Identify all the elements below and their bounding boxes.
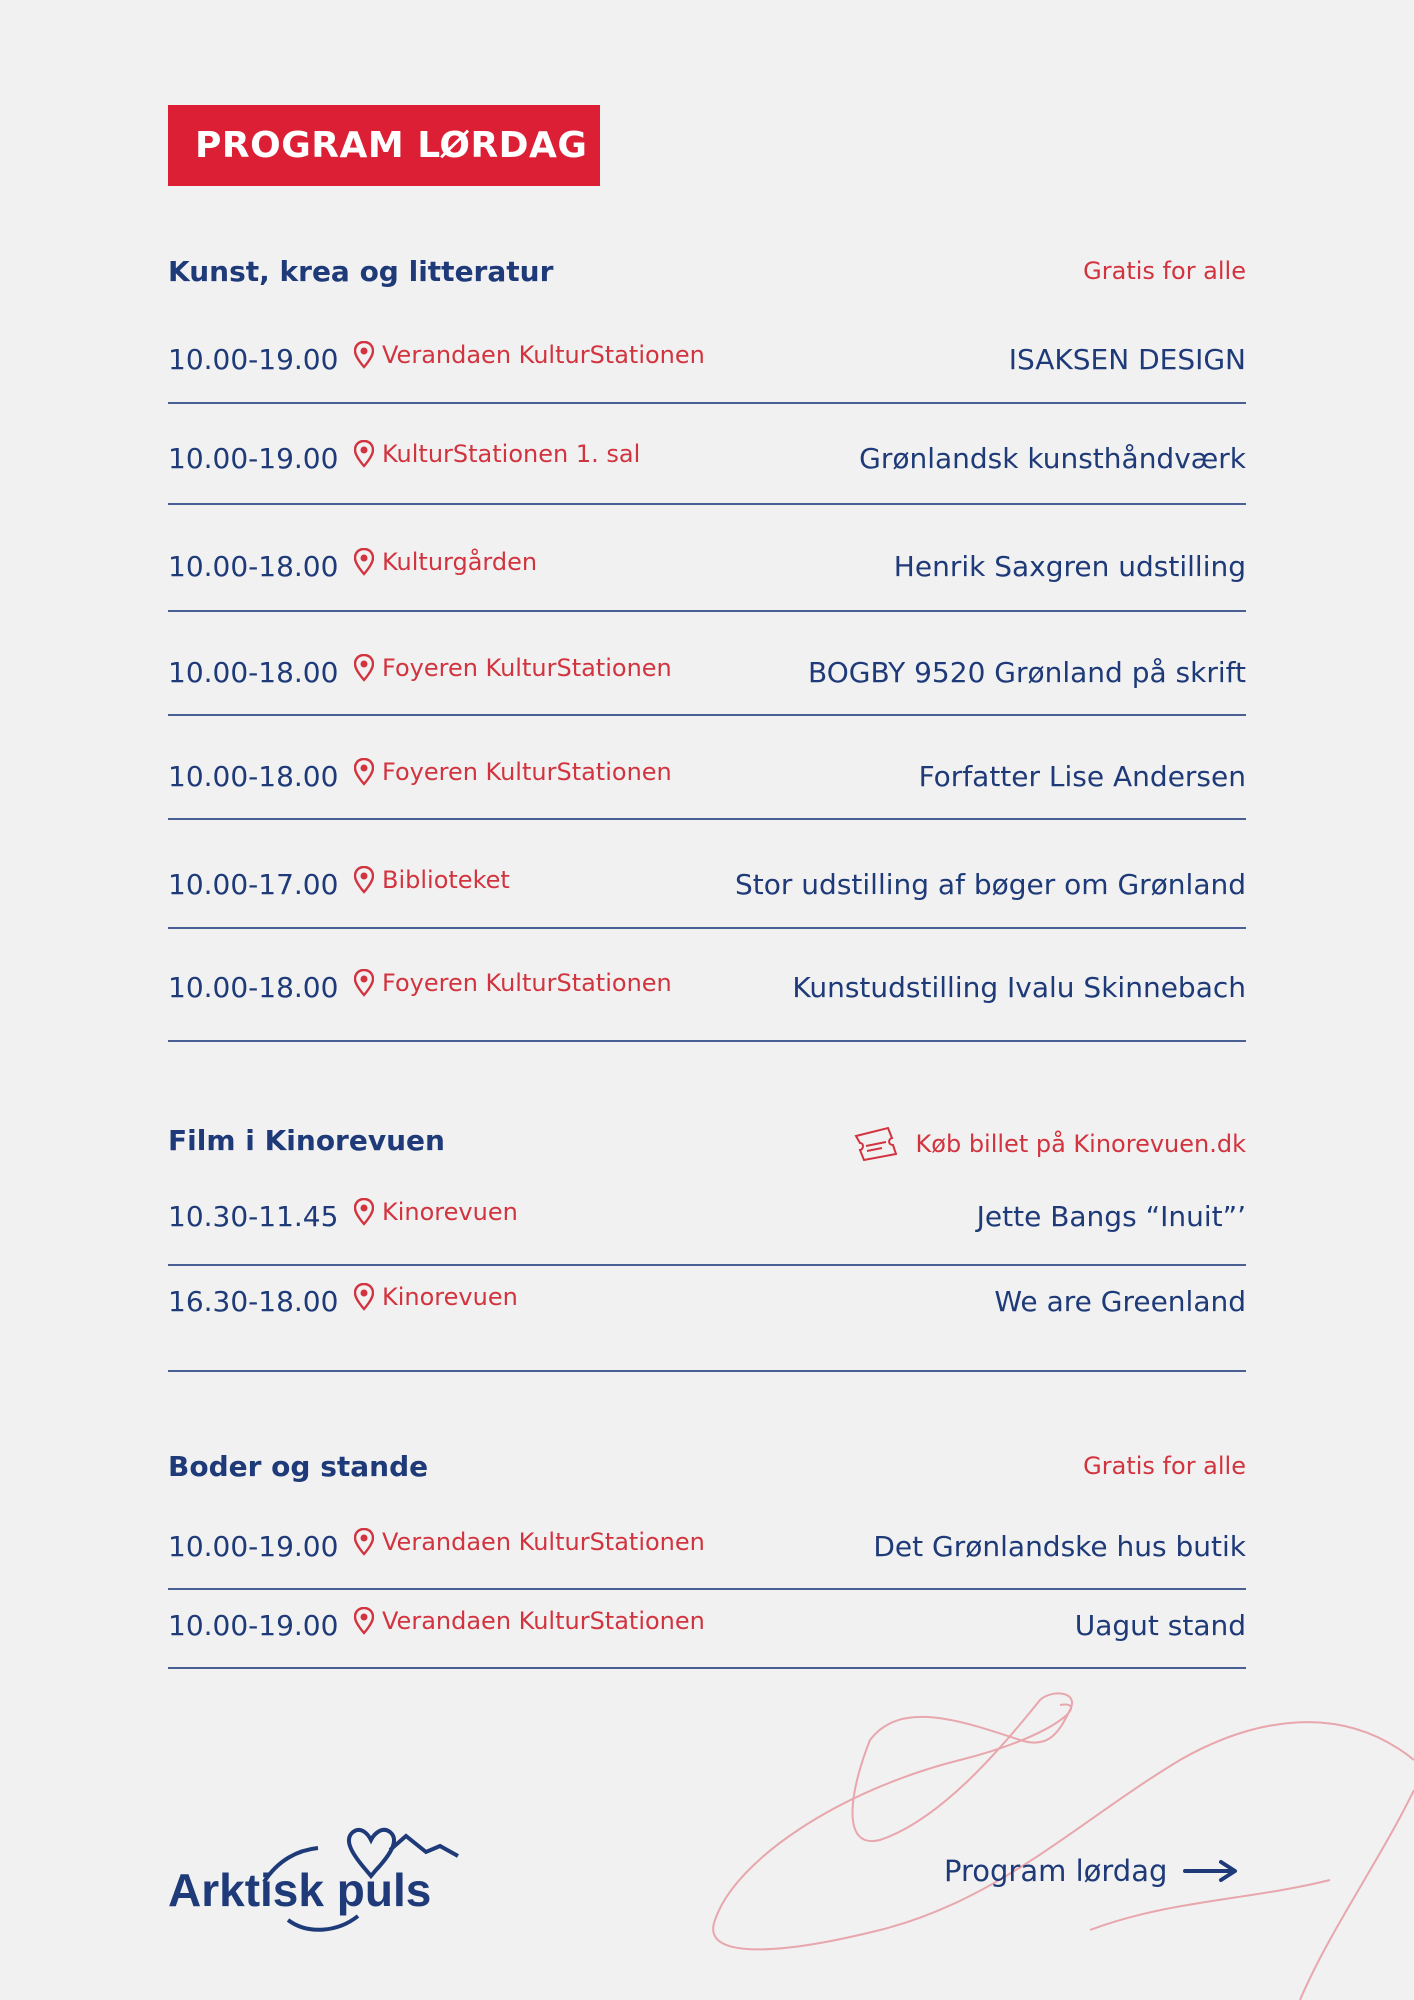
event-location-label: Kinorevuen xyxy=(382,1198,518,1226)
event-location-label: Biblioteket xyxy=(382,866,510,894)
section-note: Gratis for alle xyxy=(1083,1452,1246,1480)
event-title: Kunstudstilling Ivalu Skinnebach xyxy=(792,971,1246,1004)
program-row xyxy=(168,323,1246,404)
map-pin-icon xyxy=(354,1528,374,1556)
program-row xyxy=(168,738,1246,820)
event-title: Stor udstilling af bøger om Grønland xyxy=(735,868,1246,901)
event-location-label: Foyeren KulturStationen xyxy=(382,654,672,682)
event-title: Jette Bangs “Inuit”’ xyxy=(976,1200,1246,1233)
map-pin-icon xyxy=(354,548,374,576)
arktisk-puls-logo xyxy=(168,1820,468,1940)
event-location-label: Verandaen KulturStationen xyxy=(382,1607,705,1635)
event-location xyxy=(354,1607,705,1635)
next-page-link[interactable] xyxy=(944,1854,1239,1888)
event-title: We are Greenland xyxy=(994,1285,1246,1318)
map-pin-icon xyxy=(354,440,374,468)
event-title: Henrik Saxgren udstilling xyxy=(893,550,1246,583)
section-title: Boder og stande xyxy=(168,1450,429,1483)
event-time: 10.30-11.45 xyxy=(168,1200,339,1233)
event-location xyxy=(354,969,672,997)
event-time: 10.00-19.00 xyxy=(168,343,339,376)
event-title: Uagut stand xyxy=(1074,1609,1246,1642)
map-pin-icon xyxy=(354,1283,374,1311)
event-time: 10.00-18.00 xyxy=(168,760,339,793)
event-location xyxy=(354,1198,518,1226)
section-note-ticket[interactable] xyxy=(852,1126,1246,1162)
map-pin-icon xyxy=(354,341,374,369)
program-row xyxy=(168,1587,1246,1669)
event-title: Forfatter Lise Andersen xyxy=(918,760,1246,793)
ticket-icon xyxy=(852,1126,904,1162)
event-time: 10.00-18.00 xyxy=(168,656,339,689)
event-title: BOGBY 9520 Grønland på skrift xyxy=(807,656,1246,689)
event-time: 10.00-19.00 xyxy=(168,1530,339,1563)
event-location xyxy=(354,654,672,682)
map-pin-icon xyxy=(354,758,374,786)
map-pin-icon xyxy=(354,866,374,894)
event-location xyxy=(354,1283,518,1311)
event-time: 10.00-18.00 xyxy=(168,971,339,1004)
section-title: Kunst, krea og litteratur xyxy=(168,255,554,288)
section-title: Film i Kinorevuen xyxy=(168,1124,445,1157)
program-row xyxy=(168,423,1246,505)
svg-text:Arktisk puls: Arktisk puls xyxy=(168,1864,432,1916)
program-row xyxy=(168,949,1246,1042)
program-row xyxy=(168,1263,1246,1372)
event-time: 10.00-17.00 xyxy=(168,868,339,901)
map-pin-icon xyxy=(354,654,374,682)
next-page-label: Program lørdag xyxy=(944,1854,1168,1888)
event-location-label: Foyeren KulturStationen xyxy=(382,969,672,997)
event-location-label: Kinorevuen xyxy=(382,1283,518,1311)
event-title: ISAKSEN DESIGN xyxy=(1008,343,1246,376)
program-row xyxy=(168,527,1246,612)
event-location-label: Kulturgården xyxy=(382,548,538,576)
event-title: Grønlandsk kunsthåndværk xyxy=(859,442,1246,475)
section-note: Gratis for alle xyxy=(1083,257,1246,285)
event-location-label: Verandaen KulturStationen xyxy=(382,1528,705,1556)
map-pin-icon xyxy=(354,1607,374,1635)
program-row xyxy=(168,1188,1246,1266)
event-location xyxy=(354,758,672,786)
event-time: 16.30-18.00 xyxy=(168,1285,339,1318)
page-title: PROGRAM LØRDAG xyxy=(168,105,600,186)
program-row xyxy=(168,844,1246,929)
map-pin-icon xyxy=(354,1198,374,1226)
event-location xyxy=(354,1528,705,1556)
event-time: 10.00-18.00 xyxy=(168,550,339,583)
event-title: Det Grønlandske hus butik xyxy=(873,1530,1246,1563)
event-time: 10.00-19.00 xyxy=(168,442,339,475)
event-location xyxy=(354,866,510,894)
event-location xyxy=(354,548,537,576)
event-location-label: KulturStationen 1. sal xyxy=(382,440,641,468)
program-row xyxy=(168,633,1246,716)
map-pin-icon xyxy=(354,969,374,997)
event-location-label: Verandaen KulturStationen xyxy=(382,341,705,369)
event-location xyxy=(354,341,705,369)
event-time: 10.00-19.00 xyxy=(168,1609,339,1642)
program-row xyxy=(168,1512,1246,1590)
event-location-label: Foyeren KulturStationen xyxy=(382,758,672,786)
event-location xyxy=(354,440,640,468)
arrow-right-icon xyxy=(1183,1859,1239,1883)
ticket-link-label: Køb billet på Kinorevuen.dk xyxy=(915,1130,1246,1158)
